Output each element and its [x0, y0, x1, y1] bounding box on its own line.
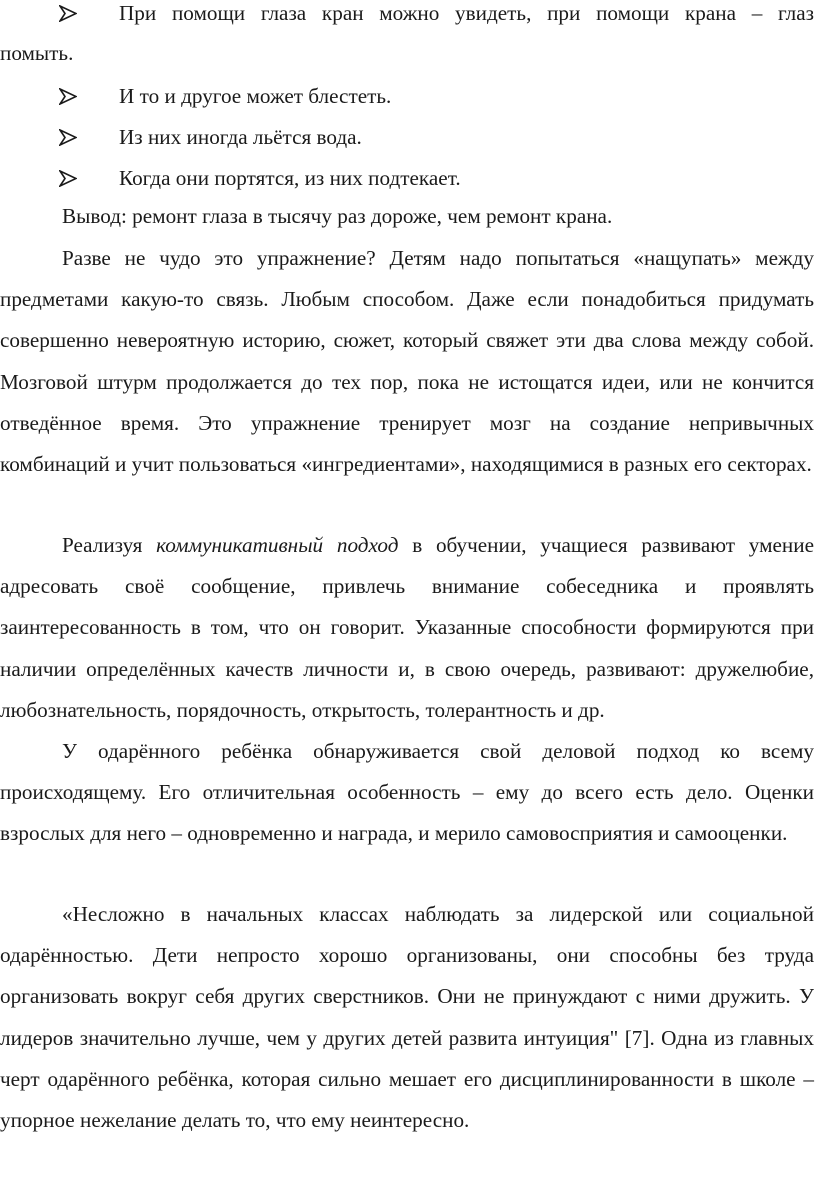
arrow-bullet-icon [59, 0, 77, 33]
conclusion-paragraph: Вывод: ремонт глаза в тысячу раз дороже, чем ремонт крана. [62, 204, 613, 228]
bullet-item [0, 158, 814, 198]
bullet-item [0, 76, 814, 116]
bullet-text: При помощи глаза кран можно увидеть, при помощи крана – глаз [119, 1, 814, 25]
arrow-bullet-icon [59, 117, 77, 157]
bullet-text: Из них иногда льётся вода. [119, 125, 362, 149]
exercise-paragraph: Разве не чудо это упражнение? Детям надо попытаться «нащупать» между предметами какую-то связь. Любым способом. Даже если понадобиться придумать совершенно невероятную историю, сюжет, который свяжет эти два слова между собой. Мозговой штурм продолжается до тех пор, пока не истощатся идеи, или не кончится отведённое время. Это упражнение тренирует мозг на создание непривычных комбинаций и учит пользоваться «ингредиентами», находящимися в разных его секторах. [0, 246, 814, 477]
leadership-quote-paragraph: «Несложно в начальных классах наблюдать за лидерской или социальной одарённостью. Дети непросто хорошо организованы, они способны без труда организовать вокруг себя других сверстников. Они не принуждают с ними дружить. У лидеров значительно лучше, чем у других детей развита интуиция" [7]. Одна из главных черт одарённого ребёнка, которая сильно мешает его дисциплинированности в школе – упорное нежелание делать то, что ему неинтересно. [0, 902, 814, 1133]
gifted-child-paragraph: У одарённого ребёнка обнаруживается свой деловой подход ко всему происходящему. Его отличительная особенность – ему до всего есть дело. Оценки взрослых для него – одновременно и награда, и мерило самовосприятия и самооценки. [0, 739, 814, 846]
paragraph-lead-text: Реализуя [62, 533, 143, 557]
communicative-approach-paragraph [0, 525, 814, 731]
bullet-item [0, 0, 814, 65]
arrow-bullet-icon [59, 158, 77, 198]
paragraph-body-text: в обучении, учащиеся развивают умение адресовать своё сообщение, привлечь внимание собеседника и проявлять заинтересованность в том, что он говорит. Указанные способности формируются при наличии определённых качеств личности и, в свою очередь, развивают: дружелюбие, любознательность, порядочность, открытость, толерантность и др. [0, 533, 815, 722]
bullet-text-continuation: помыть. [0, 41, 74, 65]
bullet-item [0, 117, 814, 157]
bullet-text: Когда они портятся, из них подтекает. [119, 166, 461, 190]
bullet-text: И то и другое может блестеть. [119, 84, 392, 108]
arrow-bullet-icon [59, 76, 77, 116]
emphasized-term: коммуникативный подход [156, 533, 399, 557]
